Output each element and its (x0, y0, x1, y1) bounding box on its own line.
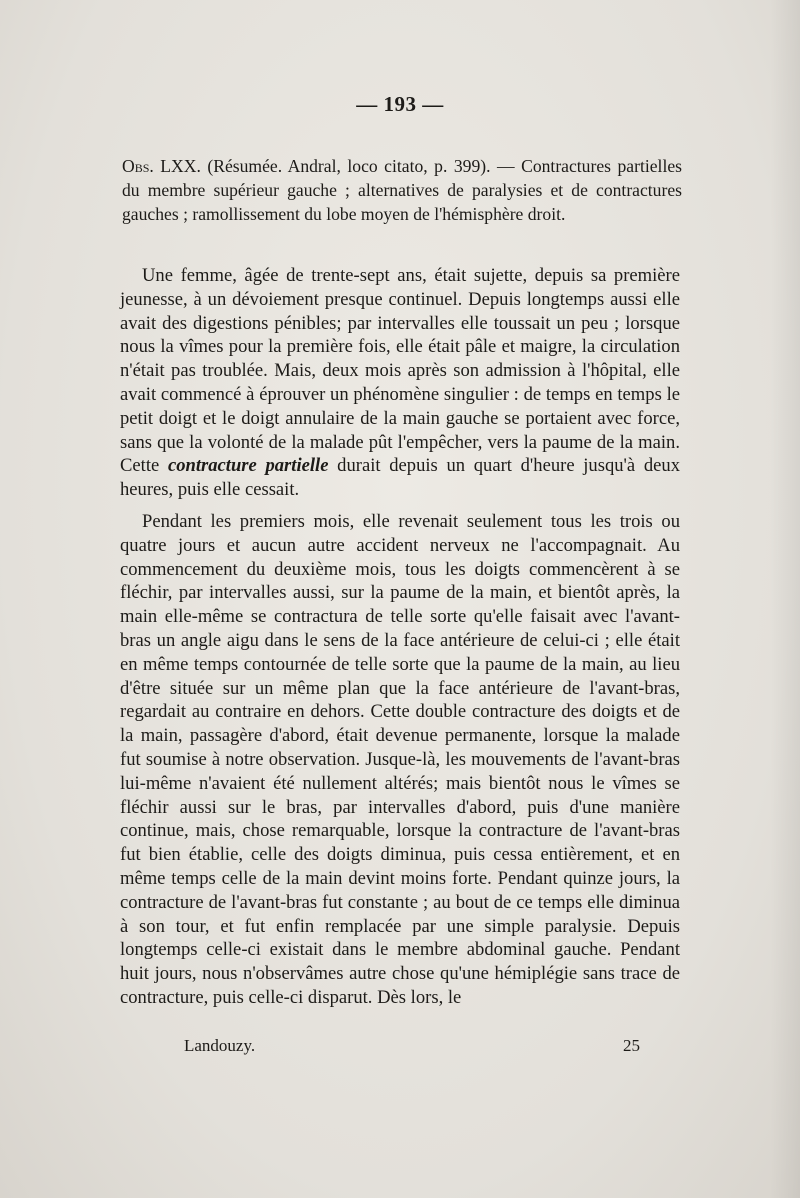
footer-signature-mark: 25 (623, 1036, 640, 1055)
paragraph-1-text-end: durait depuis un quart d'heure jusqu'à deux heures, puis elle cessait. (120, 455, 680, 501)
footer-author: Landouzy. (184, 1036, 256, 1055)
body-text (120, 264, 680, 1010)
observation-summary (122, 154, 682, 226)
observation-summary-text: (Résumée. Andral, loco citato, p. 399). — Contractures partielles du membre supérieur gauche ; alternatives de paralysies et de contractures gauches ; ramollissement du lobe moyen de l'hémisphère droit. (122, 156, 682, 224)
paragraph-2-text: Pendant les premiers mois, elle revenait seulement tous les trois ou quatre jours et aucun autre accident nerveux ne l'accompagnait. Au commencement du deuxième mois, tous les doigts commencèrent à se fléchir, par intervalles aussi, sur la paume de la main, et bientôt après, la main elle-même se contractura de telle sorte qu'elle faisait avec l'avant-bras un angle aigu dans le sens de la face antérieure de celui-ci ; elle était en même temps contournée de telle sorte que la paume de la main, au lieu d'être située sur un même plan que la face antérieure de l'avant-bras, regardait au contraire en dehors. Cette double contracture des doigts et de la main, passagère d'abord, était devenue permanente, lorsque la malade fut soumise à notre observation. Jusque-là, les mouvements de l'avant-bras lui-même n'avaient été nullement altérés; mais bientôt nous le vîmes se fléchir aussi sur le bras, par intervalles d'abord, puis d'une manière continue, mais, chose remarquable, lorsque la contracture de l'avant-bras fut bien établie, celle des doigts diminua, puis cessa entièrement, et en même temps celle de la main devint moins forte. Pendant quinze jours, la contracture de l'avant-bras fut constante ; au bout de ce temps elle diminua à son tour, et fut enfin remplacée par une simple paralysie. Depuis longtemps celle-ci existait dans le membre abdominal gauche. Pendant huit jours, nous n'observâmes autre chose qu'une hémiplégie sans trace de contracture, puis celle-ci disparut. Dès lors, le (120, 510, 680, 1008)
page-edge-shadow (770, 0, 800, 1198)
page-number: — 193 — (356, 92, 444, 116)
observation-label: Obs. LXX. (122, 156, 201, 176)
paragraph-2 (120, 510, 680, 1010)
page-footer (184, 1036, 640, 1056)
paragraph-1 (120, 264, 680, 502)
paragraph-1-emphasis: contracture partielle (167, 455, 329, 477)
paragraph-1-text-start: Une femme, âgée de trente-sept ans, était sujette, depuis sa première jeunesse, à un dévoiement presque continuel. Depuis longtemps aussi elle avait des digestions pénibles; par intervalles elle toussait un peu ; lorsque nous la vîmes pour la première fois, elle était pâle et maigre, la circulation n'était pas troublée. Mais, deux mois après son admission à l'hôpital, elle avait commencé à éprouver un phénomène singulier : de temps en temps le petit doigt et le doigt annulaire de la main gauche se portaient avec force, sans que la volonté de la malade pût l'empêcher, vers la paume de la main. Cette (120, 265, 680, 477)
